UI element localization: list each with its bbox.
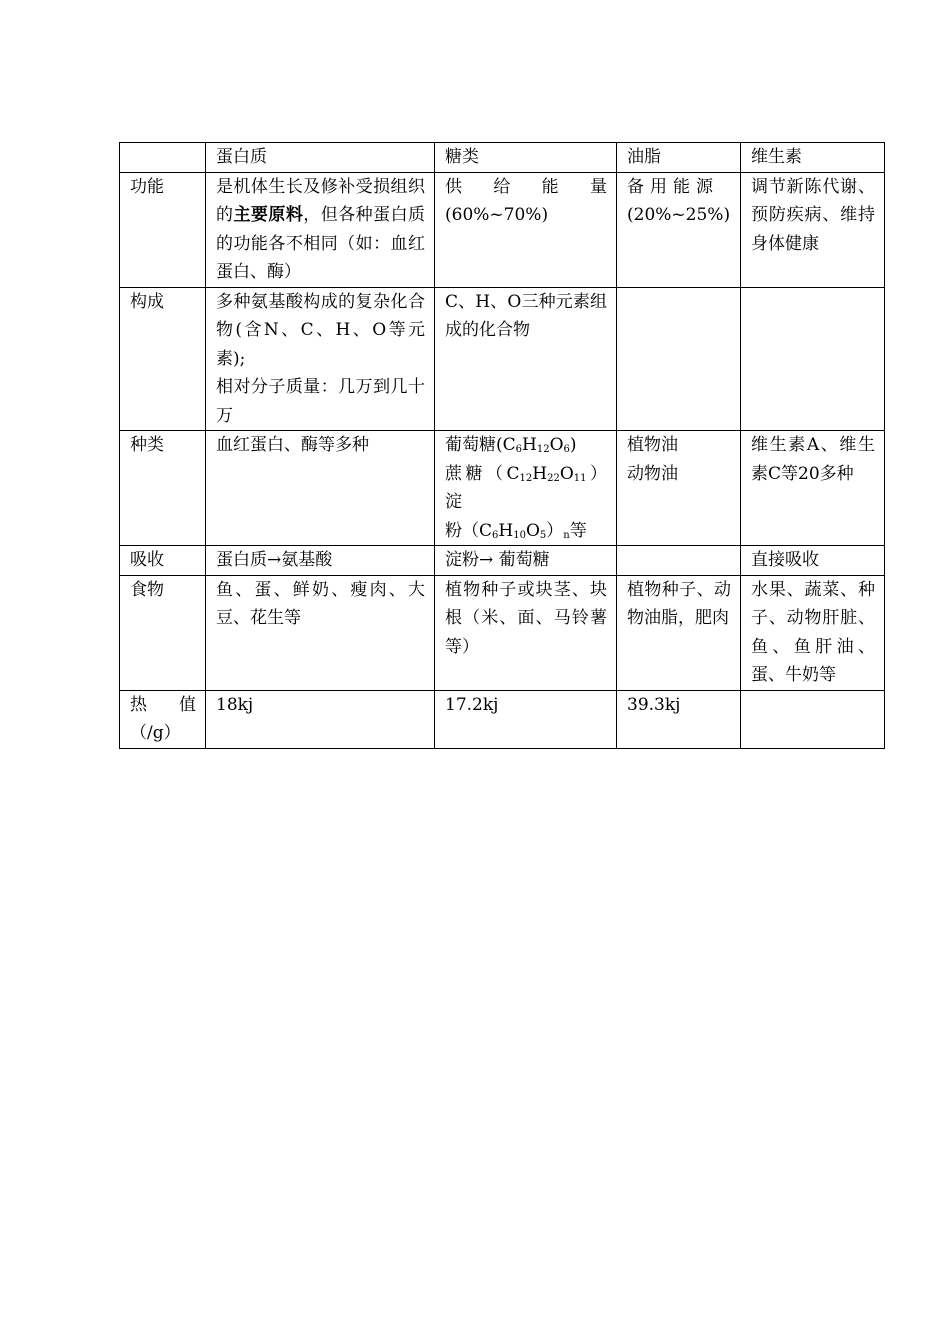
function-vitamin: 调节新陈代谢、预防疾病、维持身体健康 — [741, 172, 885, 287]
header-vitamin: 维生素 — [741, 143, 885, 173]
function-protein: 是机体生长及修补受损组织的主要原料，但各种蛋白质的功能各不相同（如：血红蛋白、酶） — [206, 172, 435, 287]
heat-protein: 18kj — [206, 690, 435, 748]
header-fat: 油脂 — [617, 143, 741, 173]
table-row-composition — [120, 287, 885, 431]
sugar-energy-line: 供 给 能 量 — [445, 176, 607, 197]
fat-percent: (20%~25%) — [627, 205, 731, 225]
glucose-formula: 葡萄糖$(C_6H_{12}O_6)$ — [445, 435, 577, 455]
starch-formula: 粉$(C_6H_{10}O_5)_n$等 — [445, 520, 587, 541]
food-sugar: 植物种子或块茎、块根（米、面、马铃薯等） — [435, 575, 617, 690]
function-fat: 备用能源 (20%~25%) — [617, 172, 741, 287]
types-protein: 血红蛋白、酶等多种 — [206, 431, 435, 546]
food-protein: 鱼、蛋、鲜奶、瘦肉、大豆、花生等 — [206, 575, 435, 690]
function-sugar — [435, 172, 617, 287]
composition-protein: 多种氨基酸构成的复杂化合物(含N、C、H、O等元素); 相对分子质量：几万到几十万 — [206, 287, 435, 431]
absorption-sugar: 淀粉→ 葡萄糖 — [435, 546, 617, 576]
row-label-absorption: 吸收 — [120, 546, 206, 576]
table-row-absorption — [120, 546, 885, 576]
row-label-food: 食物 — [120, 575, 206, 690]
types-sugar — [435, 431, 617, 546]
composition-sugar: C、H、O三种元素组成的化合物 — [435, 287, 617, 431]
heat-vitamin — [741, 690, 885, 748]
absorption-protein: 蛋白质→氨基酸 — [206, 546, 435, 576]
absorption-vitamin: 直接吸收 — [741, 546, 885, 576]
table-row-food — [120, 575, 885, 690]
bold-keyword: 主要原料 — [233, 205, 304, 225]
absorption-fat — [617, 546, 741, 576]
table-row-heat — [120, 690, 885, 748]
heat-sugar: 17.2kj — [435, 690, 617, 748]
table-row-header — [120, 143, 885, 173]
table-row-function — [120, 172, 885, 287]
types-fat: 植物油 动物油 — [617, 431, 741, 546]
header-corner — [120, 143, 206, 173]
header-sugar: 糖类 — [435, 143, 617, 173]
table-row-types — [120, 431, 885, 546]
row-label-types: 种类 — [120, 431, 206, 546]
composition-fat — [617, 287, 741, 431]
nutrient-table — [119, 142, 885, 749]
row-label-composition: 构成 — [120, 287, 206, 431]
header-protein: 蛋白质 — [206, 143, 435, 173]
types-vitamin: 维生素A、维生素C等20多种 — [741, 431, 885, 546]
heat-fat: 39.3kj — [617, 690, 741, 748]
composition-vitamin — [741, 287, 885, 431]
food-vitamin: 水果、蔬菜、种子、动物肝脏、鱼、鱼肝油、蛋、牛奶等 — [741, 575, 885, 690]
food-fat: 植物种子、动物油脂，肥肉 — [617, 575, 741, 690]
row-label-function: 功能 — [120, 172, 206, 287]
sucrose-formula: 蔗糖$(C_{12}H_{22}O_{11})$淀 — [445, 463, 608, 512]
row-label-heat: 热 值 （/g） — [120, 690, 206, 748]
sugar-percent: (60%~70%) — [445, 205, 549, 225]
